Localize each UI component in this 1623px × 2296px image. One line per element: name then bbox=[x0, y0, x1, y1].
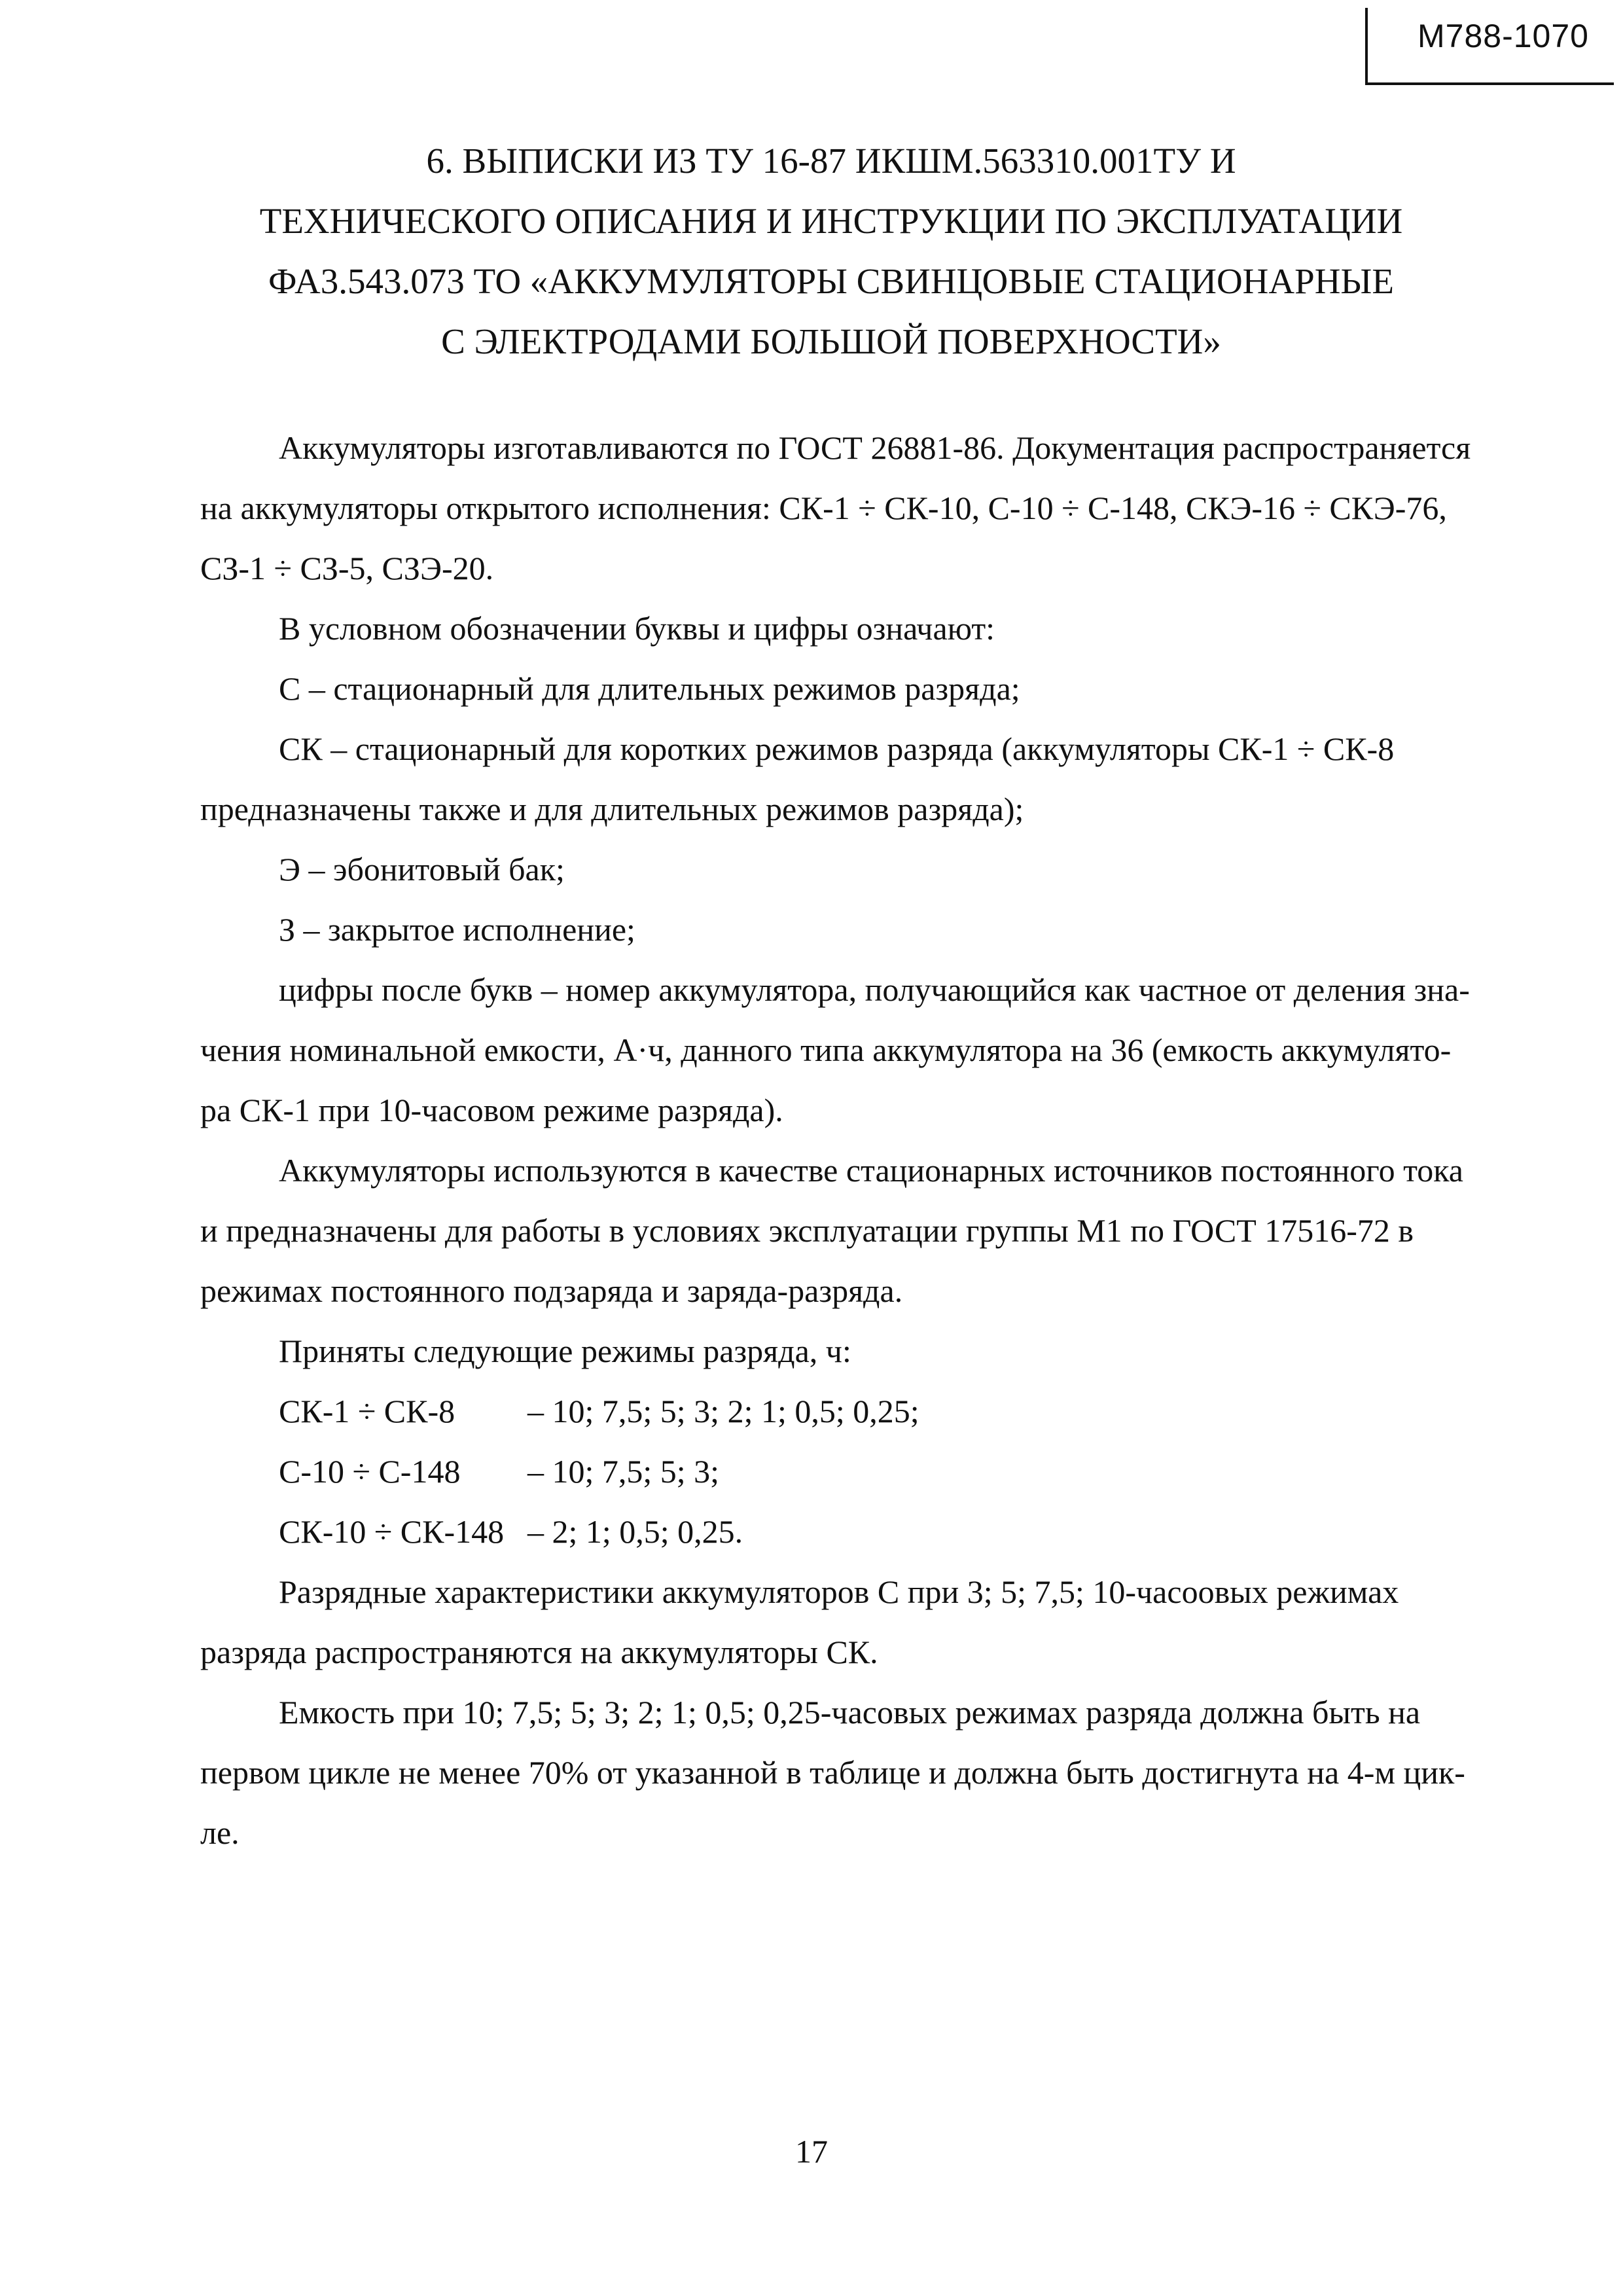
mode-row bbox=[279, 1441, 1503, 1501]
title-line: ФА3.543.073 ТО «АККУМУЛЯТОРЫ СВИНЦОВЫЕ СТАЦИОНАРНЫЕ bbox=[268, 261, 1394, 301]
text-line: ле. bbox=[200, 1814, 240, 1851]
mode-row bbox=[279, 1381, 1503, 1441]
legend-item-z: З – закрытое исполнение; bbox=[279, 911, 635, 948]
text-line: Емкость при 10; 7,5; 5; 3; 2; 1; 0,5; 0,25-часовых режимах разряда должна быть на bbox=[279, 1694, 1421, 1731]
title-line: 6. ВЫПИСКИ ИЗ ТУ 16-87 ИКШМ.563310.001ТУ И bbox=[426, 141, 1236, 181]
usage-paragraph bbox=[200, 1140, 1503, 1321]
page-number: 17 bbox=[795, 2133, 828, 2170]
title-line: С ЭЛЕКТРОДАМИ БОЛЬШОЙ ПОВЕРХНОСТИ» bbox=[441, 321, 1221, 361]
text-line: цифры после букв – номер аккумулятора, получающийся как частное от деления зна- bbox=[279, 971, 1470, 1008]
mode-type: С-10 ÷ С-148 bbox=[279, 1453, 461, 1490]
text-line: предназначены также и для длительных режимов разряда); bbox=[200, 791, 1024, 827]
legend-item-ck bbox=[200, 719, 1503, 839]
mode-type: СК-1 ÷ СК-8 bbox=[279, 1393, 455, 1429]
text-line: СК – стационарный для коротких режимов разряда (аккумуляторы СК-1 ÷ СК-8 bbox=[279, 730, 1395, 767]
mode-values: – 10; 7,5; 5; 3; bbox=[527, 1453, 720, 1490]
discharge-modes-list bbox=[279, 1381, 1503, 1562]
legend-item-e: Э – эбонитовый бак; bbox=[279, 851, 565, 888]
title-line: ТЕХНИЧЕСКОГО ОПИСАНИЯ И ИНСТРУКЦИИ ПО ЭКСПЛУАТАЦИИ bbox=[259, 201, 1403, 241]
mode-values: – 2; 1; 0,5; 0,25. bbox=[527, 1513, 743, 1550]
text-line: СЗ-1 ÷ СЗ-5, СЗЭ-20. bbox=[200, 550, 494, 586]
discharge-characteristics-paragraph bbox=[200, 1562, 1503, 1682]
legend-intro: В условном обозначении буквы и цифры означают: bbox=[279, 610, 995, 647]
document-code-stamp bbox=[1365, 8, 1614, 85]
mode-row bbox=[279, 1501, 1503, 1562]
document-code: М788-1070 bbox=[1418, 18, 1589, 54]
text-line: и предназначены для работы в условиях эксплуатации группы М1 по ГОСТ 17516-72 в bbox=[200, 1212, 1414, 1249]
capacity-paragraph bbox=[200, 1682, 1503, 1863]
intro-paragraph bbox=[200, 418, 1503, 598]
text-line: Аккумуляторы изготавливаются по ГОСТ 26881-86. Документация распространяется bbox=[279, 429, 1471, 466]
text-line: первом цикле не менее 70% от указанной в таблице и должна быть достигнута на 4-м цик- bbox=[200, 1754, 1465, 1791]
section-title bbox=[196, 131, 1466, 372]
mode-type: СК-10 ÷ СК-148 bbox=[279, 1513, 505, 1550]
text-line: на аккумуляторы открытого исполнения: СК-1 ÷ СК-10, С-10 ÷ С-148, СКЭ-16 ÷ СКЭ-76, bbox=[200, 490, 1447, 526]
stamp-vertical-line bbox=[1365, 8, 1368, 85]
modes-intro: Приняты следующие режимы разряда, ч: bbox=[279, 1333, 851, 1369]
text-line: разряда распространяются на аккумуляторы СК. bbox=[200, 1634, 878, 1670]
document-body bbox=[200, 418, 1503, 1863]
legend-item-c: С – стационарный для длительных режимов разряда; bbox=[279, 670, 1020, 707]
stamp-horizontal-line bbox=[1365, 82, 1614, 85]
text-line: режимах постоянного подзаряда и заряда-разряда. bbox=[200, 1272, 903, 1309]
text-line: Разрядные характеристики аккумуляторов С при 3; 5; 7,5; 10-часоовых режимах bbox=[279, 1573, 1399, 1610]
digits-paragraph bbox=[200, 960, 1503, 1140]
text-line: ра СК-1 при 10-часовом режиме разряда). bbox=[200, 1092, 783, 1128]
mode-values: – 10; 7,5; 5; 3; 2; 1; 0,5; 0,25; bbox=[527, 1393, 919, 1429]
text-line: чения номинальной емкости, А·ч, данного типа аккумулятора на 36 (емкость аккумулято- bbox=[200, 1031, 1452, 1068]
text-line: Аккумуляторы используются в качестве стационарных источников постоянного тока bbox=[279, 1152, 1463, 1189]
